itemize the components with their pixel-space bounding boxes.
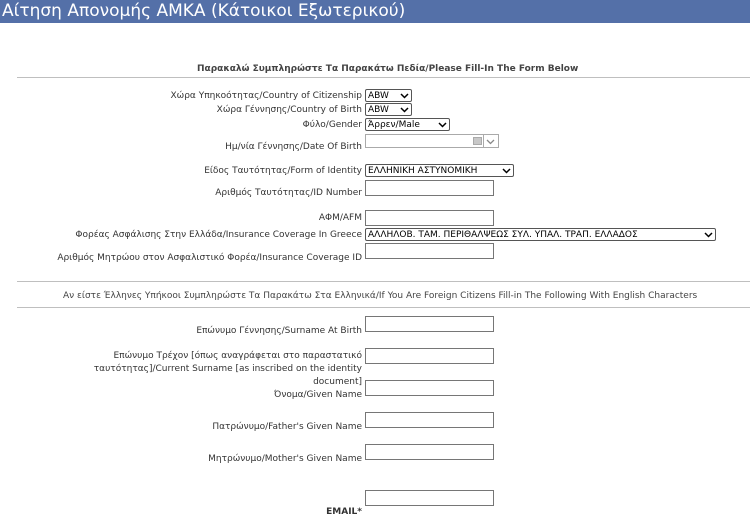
chevron-down-icon [400,105,409,114]
father-name-input[interactable] [365,412,494,428]
dob-field[interactable] [365,134,499,148]
gender-value: Άρρεν/Male [368,120,420,130]
citizenship-value: ABW [368,91,389,101]
current-surname-input[interactable] [365,348,494,364]
id-number-input[interactable] [365,180,494,196]
divider [17,281,750,282]
current-surname-label: Επώνυμο Τρέχον [όπως αναγράφεται στο παραστατικό ταυτότητας]/Current Surname [as inscribed on the identity document] [93,351,362,387]
mother-name-label: Μητρώνυμο/Mother's Given Name [208,454,362,464]
given-name-label: Όνομα/Given Name [274,390,362,400]
birth-country-label: Χώρα Γέννησης/Country of Birth [216,105,362,115]
calendar-icon[interactable] [473,137,482,145]
chevron-down-icon [704,230,713,239]
id-number-label: Αριθμός Ταυτότητας/ID Number [215,188,362,198]
insurance-id-label: Αριθμός Μητρώου στον Ασφαλιστικό Φορέα/Insurance Coverage ID [57,253,362,263]
citizenship-select[interactable] [365,89,412,102]
email-label: EMAIL* [326,507,362,517]
insurance-select[interactable] [365,228,716,241]
page-title-bar [0,0,750,23]
id-form-label: Είδος Ταυτότητας/Form of Identity [204,166,362,176]
chevron-down-icon [400,91,409,100]
gender-label: Φύλο/Gender [302,120,362,130]
chevron-down-icon [502,166,511,175]
chevron-down-icon [486,137,495,146]
insurance-label: Φορέας Ασφάλισης Στην Ελλάδα/Insurance Coverage In Greece [75,230,362,240]
id-form-select[interactable] [365,164,514,177]
page-title: Αίτηση Απονομής ΑΜΚΑ (Κάτοικοι Εξωτερικού) [2,1,406,21]
mother-name-input[interactable] [365,444,494,460]
dob-dropdown[interactable] [483,135,498,147]
form-header: Παρακαλώ Συμπληρώστε Τα Παρακάτω Πεδία/Please Fill-In The Form Below [197,64,579,74]
id-form-value: ΕΛΛΗΝΙΚΗ ΑΣΤΥΝΟΜΙΚΗ [368,166,478,176]
birth-country-select[interactable] [365,103,412,116]
given-name-input[interactable] [365,380,494,396]
email-input[interactable] [365,490,494,506]
citizenship-label: Χώρα Υπηκοότητας/Country of Citizenship [170,91,362,101]
gender-select[interactable] [365,118,450,131]
surname-birth-input[interactable] [365,316,494,332]
father-name-label: Πατρώνυμο/Father's Given Name [212,422,362,432]
divider [17,307,750,308]
insurance-id-input[interactable] [365,243,494,259]
dob-label: Ημ/νία Γέννησης/Date Of Birth [225,142,362,152]
chevron-down-icon [438,120,447,129]
section2-header: Αν είστε Έλληνες Υπήκοοι Συμπληρώστε Τα Παρακάτω Στα Ελληνικά/If You Are Foreign Citizens Fill-in The Following With English Characters [63,291,698,301]
afm-label: ΑΦΜ/AFM [318,213,362,223]
divider [17,77,750,78]
insurance-value: ΑΛΛΗΛΟΒ. ΤΑΜ. ΠΕΡΙΘΑΛΨΕΩΣ ΣΥΛ. ΥΠΑΛ. ΤΡΑΠ. ΕΛΛΑΔΟΣ [368,230,638,240]
birth-country-value: ABW [368,105,389,115]
afm-input[interactable] [365,210,494,226]
surname-birth-label: Επώνυμο Γέννησης/Surname At Birth [196,326,362,336]
